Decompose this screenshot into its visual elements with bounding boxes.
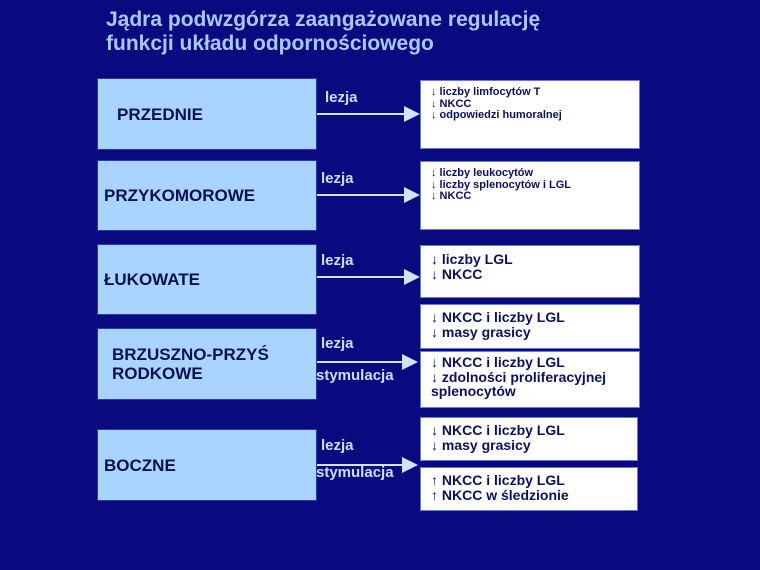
result-brzuszno-stymulacja (420, 351, 640, 408)
label-lezja-lukowate: lezja (321, 252, 354, 269)
result-line: splenocytów (431, 383, 516, 399)
result-boczne-stymulacja (420, 467, 638, 511)
result-line: ↓ zdolności proliferacyjnej (431, 368, 607, 385)
title-line-1: Jądra podwzgórza zaangażowane regulację (106, 8, 541, 31)
nucleus-boczne (97, 429, 317, 501)
result-line: ↓ masy grasicy (431, 436, 531, 453)
result-line: ↓ NKCC (431, 97, 472, 110)
label-stymulacja-boczne: stymulacja (316, 464, 394, 481)
result-line: ↓ liczby splenocytów i LGL (431, 178, 571, 191)
result-brzuszno-lezja (420, 304, 640, 349)
result-line: ↓ liczby LGL (431, 251, 513, 267)
nucleus-przednie-label: PRZEDNIE (117, 104, 203, 124)
result-line: ↓ odpowiedzi humoralnej (431, 109, 562, 121)
nucleus-przykomorowe-label: PRZYKOMOROWE (104, 186, 256, 205)
result-line: ↓ masy grasicy (431, 323, 531, 340)
nucleus-przednie (97, 78, 317, 150)
nucleus-brzuszno-label: BRZUSZNO-PRZYŚ RODKOWE (112, 345, 269, 383)
label-lezja-boczne: lezja (321, 437, 354, 454)
label-stymulacja-brzuszno: stymulacja (316, 367, 394, 384)
nucleus-lukowate (97, 244, 317, 315)
title-line-2: funkcji układu odpornościowego (106, 32, 434, 55)
nucleus-lukowate-label: ŁUKOWATE (104, 270, 201, 289)
result-line: ↓ NKCC i liczby LGL (431, 422, 565, 438)
result-line: ↓ NKCC i liczby LGL (431, 309, 565, 325)
result-przykomorowe-lezja (420, 161, 640, 230)
label-lezja-brzuszno: lezja (321, 335, 354, 352)
nucleus-brzuszno-przysrodkowe (97, 328, 317, 400)
result-line: ↑ NKCC w śledzionie (431, 486, 569, 503)
nucleus-boczne-label: BOCZNE (104, 455, 176, 475)
label-lezja-przykomorowe: lezja (321, 170, 354, 187)
result-line: ↓ liczby leukocytów (431, 167, 534, 179)
result-line: ↓ liczby limfocytów T (431, 86, 541, 98)
result-przednie-lezja (420, 80, 640, 149)
result-line: ↑ NKCC i liczby LGL (431, 472, 565, 488)
nucleus-przykomorowe (97, 160, 317, 231)
result-boczne-lezja (420, 417, 638, 461)
result-line: ↓ NKCC (431, 190, 472, 202)
label-lezja-przednie: lezja (325, 89, 358, 106)
result-lukowate-lezja (420, 245, 640, 298)
result-line: ↓ NKCC (431, 265, 483, 282)
result-line: ↓ NKCC i liczby LGL (431, 354, 565, 370)
